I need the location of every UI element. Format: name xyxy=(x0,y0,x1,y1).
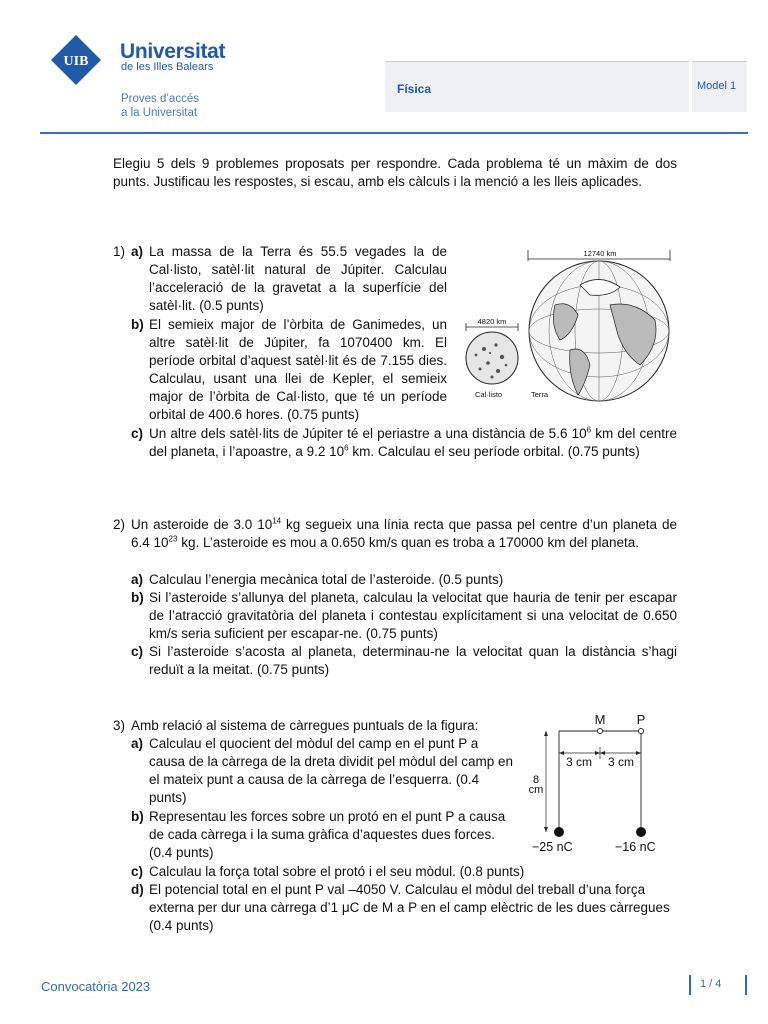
exponent: 6 xyxy=(344,443,349,453)
problem-1c-text xyxy=(149,425,677,461)
callisto-label: Cal·listo xyxy=(475,390,503,399)
exponent: 6 xyxy=(586,425,592,435)
problem-2-text-part: kg segueix una línia recta que passa pel centre d’un planeta de 6.4 10 xyxy=(131,517,677,550)
point-p-label: P xyxy=(636,712,646,727)
charge-right-label: −16 nC xyxy=(615,840,656,854)
university-subtitle: de les Illes Balears xyxy=(121,61,214,73)
problem-3a-label: a) xyxy=(131,736,144,751)
problem-2b-label: b) xyxy=(131,590,144,605)
problem-2-statement xyxy=(131,516,677,552)
proves-line-2: a la Universitat xyxy=(121,107,198,119)
exponent: 23 xyxy=(168,534,178,544)
subject-title: Física xyxy=(397,82,432,96)
problem-1c-label: c) xyxy=(131,426,144,441)
problem-3b-label: b) xyxy=(131,809,144,824)
model-label: Model 1 xyxy=(697,80,737,92)
point-m-label: M xyxy=(594,712,606,727)
charge-left-label: −25 nC xyxy=(532,840,573,854)
charges-figure xyxy=(522,710,672,860)
problem-3d-label: d) xyxy=(131,882,144,897)
problem-2-text-part: Un asteroide de 3.0 10 xyxy=(131,517,273,532)
dimension-3cm-right: 3 cm xyxy=(607,755,635,769)
problem-3c-text: Calculau la força total sobre el protó i el seu mòdul. (0.8 punts) xyxy=(149,864,525,879)
charge-right-marker xyxy=(636,827,646,837)
callisto-diameter-label: 4820 km xyxy=(477,317,507,326)
dimension-8: 8 xyxy=(532,774,540,786)
point-p-marker xyxy=(638,728,643,733)
problem-3a-text: Calculau el quocient del mòdul del camp en el punt P a causa de la càrrega de la dreta dividit pel mòdul del camp en el mateix punt a causa de la càrrega de l’esquerra. (0.4 punts) xyxy=(149,736,513,805)
header-divider xyxy=(40,132,748,134)
problem-1a-text: La massa de la Terra és 55.5 vegades la de Cal·listo, satèl·lit natural de Júpiter. Calculau l’acceleració de la gravetat a la superfície del satèl·lit. (0.5 punts) xyxy=(149,244,447,313)
problem-1c-text-part: km del centre del planeta, i l’apoastre, a 9.2 10 xyxy=(149,426,677,459)
charge-left-marker xyxy=(554,827,564,837)
exponent: 14 xyxy=(272,516,282,526)
problem-1b-label: b) xyxy=(131,317,144,332)
problem-3b-text: Representau les forces sobre un protó en el punt P a causa de cada càrrega i la suma gràfica d’aquestes dues forces. (0.4 punts) xyxy=(149,809,506,860)
problem-2b-text: Si l’asteroide s’allunya del planeta, calculau la velocitat que hauria de tenir per escapar de l’atracció gravitatòria del planeta i contestau explícitament si una velocitat de 0.650 km/s seria suficient per escapar-ne. (0.75 punts) xyxy=(149,590,677,641)
problem-2a-label: a) xyxy=(131,572,144,587)
dimension-cm: cm xyxy=(528,784,544,796)
uib-logo-icon xyxy=(50,34,102,86)
proves-line-1: Proves d’accés xyxy=(121,93,199,105)
problem-2-text-part: kg. L’asteroide es mou a 0.650 km/s quan es troba a 170000 km del planeta. xyxy=(177,535,639,550)
logo-text: UIB xyxy=(63,54,89,69)
problem-3-intro: Amb relació al sistema de càrregues puntuals de la figura: xyxy=(131,718,479,733)
problem-3d-text: El potencial total en el punt P val –4050 V. Calculau el mòdul del treball d’una força externa per dur una càrrega d’1 μC de M a P en el camp elèctric de les dues càrregues (0.4 punts) xyxy=(149,882,670,933)
page-number-divider-right xyxy=(745,975,747,995)
proves-label xyxy=(121,92,199,120)
earth-callisto-figure xyxy=(460,245,680,405)
earth-label: Terra xyxy=(531,390,549,399)
problem-1b-text: El semieix major de l’òrbita de Ganimedes, un altre satèl·lit de Júpiter, fa 1070400 km. El període orbital d’aquest satèl·lit és de 7.155 dies. Calculau, usant una llei de Kepler, el semieix major de l’òrbita de Cal·listo, que té un període orbital de 400.6 hores. (0.75 punts) xyxy=(149,317,447,422)
problem-2c-text: Si l’asteroide s’acosta al planeta, determinau-ne la velocitat quan la distància s’hagi reduït a la meitat. (0.75 punts) xyxy=(149,644,677,677)
convocatoria-label: Convocatòria 2023 xyxy=(41,979,151,994)
problem-1-number: 1) xyxy=(113,244,126,259)
problem-1c-text-part: Un altre dels satèl·lits de Júpiter té el periastre a una distància de 5.6 10 xyxy=(149,426,587,441)
earth-diameter-label: 12740 km xyxy=(583,249,617,258)
problem-2-number: 2) xyxy=(113,517,126,532)
problem-3-number: 3) xyxy=(113,718,126,733)
university-name: Universitat xyxy=(120,40,226,63)
problem-2a-text: Calculau l’energia mecànica total de l’asteroide. (0.5 punts) xyxy=(149,572,504,587)
problem-1c-text-part: km. Calculau el seu període orbital. (0.75 punts) xyxy=(348,444,640,459)
problem-2c-label: c) xyxy=(131,644,144,659)
dimension-3cm-left: 3 cm xyxy=(565,755,593,769)
problem-1a-label: a) xyxy=(131,244,144,259)
page-number: 1 / 4 xyxy=(700,978,722,990)
instructions: Elegiu 5 dels 9 problemes proposats per respondre. Cada problema té un màxim de dos punts. Justificau les respostes, si escau, amb els càlculs i la menció a les lleis aplicades. xyxy=(113,156,677,189)
problem-3c-label: c) xyxy=(131,864,144,879)
page-number-divider xyxy=(689,975,691,995)
point-m-marker xyxy=(597,728,602,733)
